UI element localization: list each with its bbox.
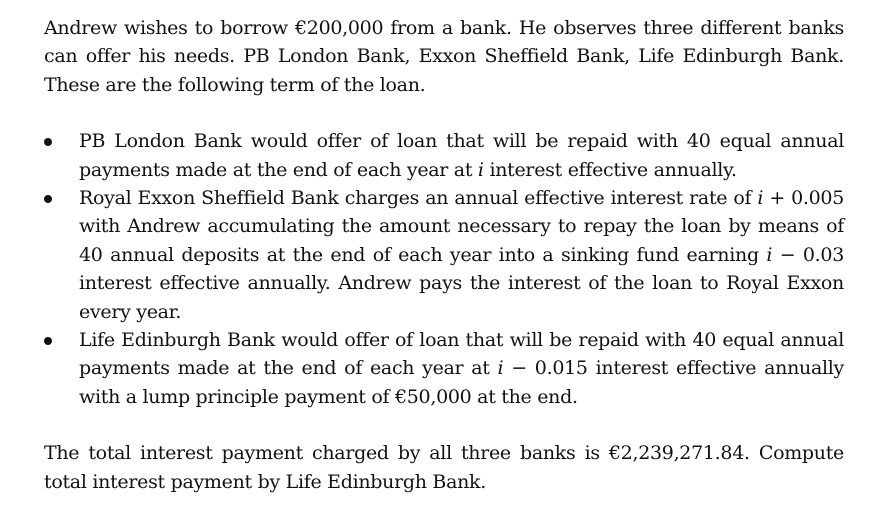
bullet-icon	[44, 138, 52, 146]
intro-paragraph: Andrew wishes to borrow €200,000 from a bank. He observes three different banks can offer his needs. PB London Bank, Exxon Sheffield Bank, Life Edinburgh Bank. These are the following term of the loan.	[44, 17, 844, 96]
question-paragraph: The total interest payment charged by all three banks is €2,239,271.84. Compute total interest payment by Life Edinburgh Bank.	[44, 442, 844, 493]
list-item-life-edinburgh: Life Edinburgh Bank would offer of loan that will be repaid with 40 equal annual payments made at the end of each year at i − 0.015 interest effective annually with a lump principle payment of €50,000 at the end.	[44, 326, 844, 411]
problem-text	[44, 14, 844, 496]
bullet-icon	[44, 337, 52, 345]
variable-i: i	[497, 357, 504, 380]
bullet-icon	[44, 195, 52, 203]
list-item-pb-london: PB London Bank would offer of loan that will be repaid with 40 equal annual payments made at the end of each year at i interest effective annually.	[44, 127, 844, 184]
variable-i: i	[766, 243, 773, 266]
list-item-royal-exxon: Royal Exxon Sheffield Bank charges an annual effective interest rate of i + 0.005 with Andrew accumulating the amount necessary to repay the loan by means of 40 annual deposits at the end of each year into a sinking fund earning i − 0.03 interest effective annually. Andrew pays the interest of the loan to Royal Exxon every year.	[44, 184, 844, 326]
variable-i: i	[477, 158, 484, 181]
variable-i: i	[757, 187, 764, 210]
loan-terms-list	[44, 127, 844, 411]
